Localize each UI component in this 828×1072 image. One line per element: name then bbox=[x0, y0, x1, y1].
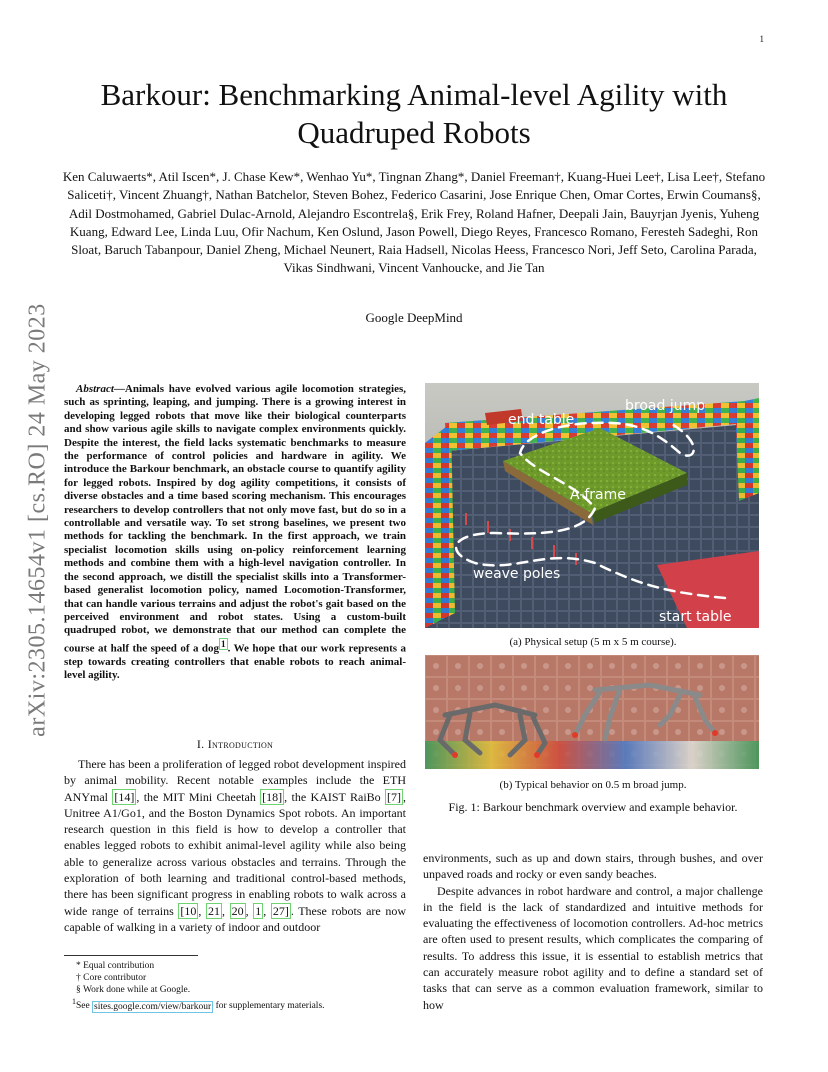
intro-paragraph: There has been a proliferation of legged robot development inspired by animal mobility. Recent notable examples include the ETH ANYmal [14] , the MIT Mini Cheetah [18] , the KAIST RaiBo [7] , Unitree A1/Go1, and the Boston Dynamics Spot robots. An important research question in this field is how to develop a controller that enables legged robots to exhibit animal-level agility while also being able to generalize across various obstacles and terrains. Through the exploration of both learning and traditional control-based methods, there has been significant progress in enabling robots to walk across a wide range of terrains [10 , 21 , 20 , 1 , 27] . These robots are now capable of walking in a variety of indoor and outdoor bbox=[64, 757, 407, 934]
citation-14[interactable]: [14] bbox=[114, 789, 135, 804]
footnote-link[interactable]: 1 bbox=[221, 638, 226, 649]
label-start-table: start table bbox=[659, 609, 732, 625]
label-weave-poles: weave poles bbox=[473, 566, 561, 582]
right-column-text bbox=[423, 850, 763, 1013]
arxiv-watermark-text: arXiv:2305.14654v1 [cs.RO] 24 May 2023 bbox=[24, 303, 51, 737]
section-heading bbox=[64, 737, 406, 752]
section-number: I. bbox=[196, 737, 205, 751]
citation-27[interactable]: 27] bbox=[272, 903, 289, 918]
footnotes bbox=[64, 961, 406, 1013]
right-wall-blocks bbox=[735, 398, 759, 501]
footnote-supplementary bbox=[64, 996, 406, 1013]
figure-broad-jump bbox=[425, 655, 759, 769]
intro-text: There has been a proliferation of legged robot development inspired by animal mobility. Recent notable examples include the ETH ANYmal bbox=[64, 757, 406, 804]
label-a-frame: A-frame bbox=[570, 487, 626, 503]
label-broad-jump: broad jump bbox=[625, 398, 706, 414]
intro-text: . These robots are now capable of walking in a variety of indoor and outdoor bbox=[64, 903, 407, 934]
abstract-text: —Animals have evolved various agile locomotion strategies, such as sprinting, leaping, and jumping. There is a growing interest in developing legged robots that move like their biological counterparts and show various agile skills to navigate complex environments quickly. Despite the interest, the field lacks systematic benchmarks to measure the performance of control policies and hardware in agility. We introduce the Barkour benchmark, an obstacle course to quantify agility for legged robots. Inspired by dog agility competitions, it consists of diverse obstacles and a time based scoring mechanism. This encourages researchers to develop controllers that not only move fast, but do so in a controllable and versatile way. To set strong baselines, we present two methods for tackling the benchmark. In the first approach, we train specialist locomotion skills using on-policy reinforcement learning methods and combine them with a high-level navigation controller. In the second approach, we distill the specialist skills into a Transformer-based generalist locomotion policy, named Locomotion-Transformer, that can handle various terrains and adjust the robot's gait based on the perceived environment and robot states. Using a custom-built quadruped robot, we demonstrate that our method can complete the course at half the speed of a dog bbox=[64, 383, 406, 655]
footnote-rule bbox=[64, 955, 198, 956]
footnote-core: † Core contributor bbox=[76, 972, 147, 983]
affiliation: Google DeepMind bbox=[365, 310, 463, 325]
label-end-table: end table bbox=[508, 412, 575, 428]
right-paragraph-2: Despite advances in robot hardware and control, a major challenge in the field is the lack of standardized and intuitive methods for evaluating the effectiveness of locomotion controllers. Ad-hoc metrics are often used to present results, which complicates the comparing of results. To address this issue, it is essential to establish metrics that can accurately measure robot agility and to define a standard set of tasks that can serve as a common evaluation framework, similar to how bbox=[423, 883, 763, 1012]
footnote-equal: * Equal contribution bbox=[76, 961, 155, 971]
broad-jump-photo bbox=[425, 655, 759, 769]
supplementary-link[interactable]: sites.google.com/view/barkour bbox=[94, 1001, 212, 1012]
paper-title: Barkour: Benchmarking Animal-level Agility with Quadruped Robots bbox=[100, 77, 728, 150]
course-photo bbox=[425, 383, 759, 628]
right-paragraph-1: environments, such as up and down stairs, through bushes, and over unpaved roads and rocky or even sandy beaches. bbox=[423, 851, 763, 882]
figure-physical-setup bbox=[425, 383, 759, 628]
intro-text: , Unitree A1/Go1, and the Boston Dynamics Spot robots. An important research question in this field is how to develop a controller that enables legged robots to exhibit animal-level agility while also being able to generalize across various obstacles and terrains. Through the exploration of both learning and traditional control-based methods, there has been significant progress in enabling robots to walk across a wide range of terrains bbox=[64, 789, 406, 918]
page-number: 1 bbox=[759, 34, 764, 44]
floor-stripes bbox=[425, 741, 759, 769]
footnote-mark: 1 bbox=[72, 997, 76, 1007]
author-list: Ken Caluwaerts*, Atil Iscen*, J. Chase Kew*, Wenhao Yu*, Tingnan Zhang*, Daniel Freeman†, Kuang-Huei Lee†, Lisa Lee†, Stefano Saliceti†, Vincent Zhuang†, Nathan Batchelor, Steven Bohez, Federico Casarini, Jose Enrique Chen, Omar Cortes, Erwin Coumans§, Adil Dostmohamed, Gabriel Dulac-Arnold, Alejandro Escontrela§, Erik Frey, Roland Hafner, Deepali Jain, Bauyrjan Jyenis, Yuheng Kuang, Edward Lee, Linda Luu, Ofir Nachum, Ken Oslund, Jason Powell, Diego Reyes, Francesco Romano, Feresteh Sadeghi, Ron Sloat, Baruch Tabanpour, Daniel Zheng, Michael Neunert, Raia Hadsell, Nicolas Heess, Francesco Nori, Jeff Seto, Carolina Parada, Vikas Sindhwani, Vincent Vanhoucke, and Jie Tan bbox=[62, 169, 766, 276]
section-title: Introduction bbox=[207, 737, 274, 751]
footnote-text: See bbox=[75, 1001, 93, 1012]
citation-18[interactable]: [18] bbox=[262, 789, 283, 804]
intro-text: , the MIT Mini Cheetah bbox=[136, 789, 261, 804]
caption-b: (b) Typical behavior on 0.5 m broad jump. bbox=[499, 779, 687, 791]
abstract-label: Abstract bbox=[76, 383, 114, 395]
caption-a: (a) Physical setup (5 m x 5 m course). bbox=[509, 636, 677, 648]
citation-21[interactable]: 21 bbox=[208, 903, 220, 918]
footnote-google: § Work done while at Google. bbox=[76, 984, 191, 995]
citation-20[interactable]: 20 bbox=[231, 903, 244, 918]
citation-10[interactable]: [10 bbox=[180, 903, 197, 918]
arxiv-watermark bbox=[20, 280, 56, 760]
figure-caption: Fig. 1: Barkour benchmark overview and example behavior. bbox=[448, 800, 738, 814]
abstract bbox=[64, 383, 406, 683]
footnote-text: for supplementary materials. bbox=[213, 1001, 325, 1012]
abstract-text-end: . We hope that our work represents a step towards creating controllers that enable robots to reach animal-level agility. bbox=[64, 642, 406, 682]
citation-7[interactable]: [7] bbox=[387, 789, 401, 804]
intro-text: , the KAIST RaiBo bbox=[284, 789, 385, 804]
citation-1[interactable]: 1 bbox=[255, 903, 262, 918]
left-wall-blocks bbox=[425, 423, 455, 628]
